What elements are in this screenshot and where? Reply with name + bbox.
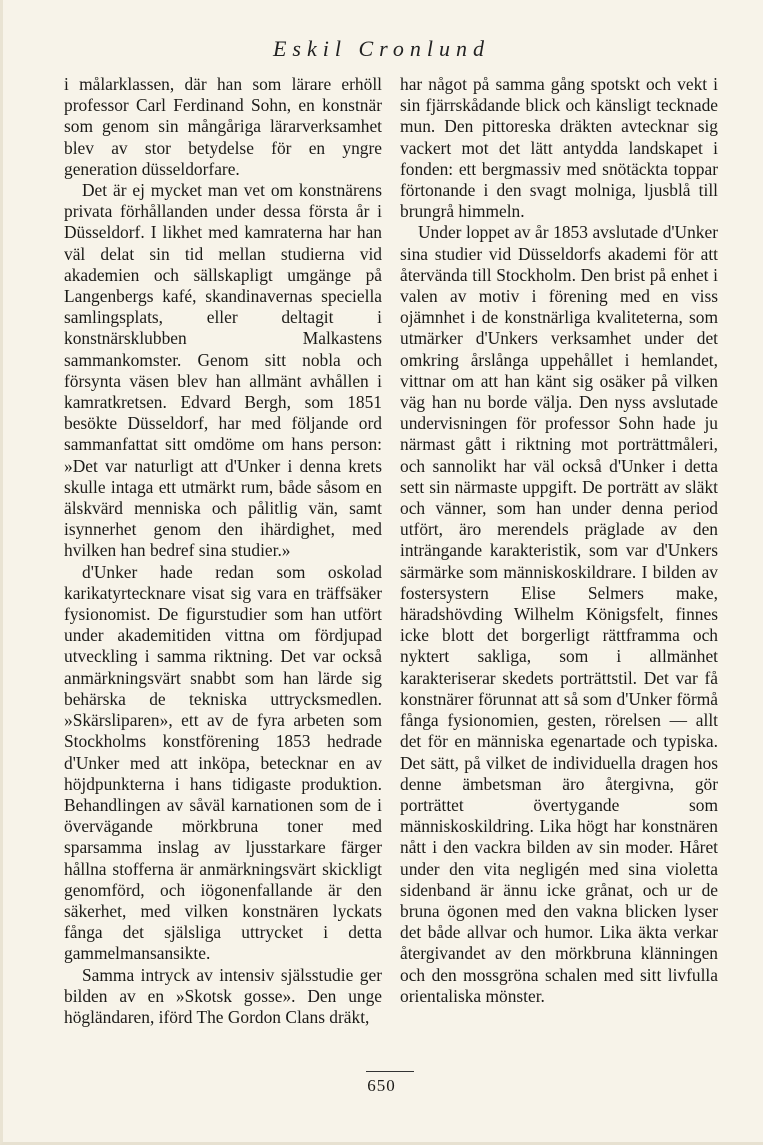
- paragraph: d'Unker hade redan som oskolad karikatyrtecknare visat sig vara en träffsäker fysionomist. De figurstudier som han utfört under akademitiden vittna om fördjupad utveckling i samma riktning. Det var också anmärkningsvärt snabbt som han lärde sig behärska de tekniska uttrycksmedlen. »Skärsliparen», ett av de fyra arbeten som Stockholms konstförening 1853 hedrade d'Unker med att inköpa, betecknar en av höjdpunkterna i hans tidigaste produktion. Behandlingen av såväl karnationen som de i övervägande mörkbruna toner med sparsamma inslag av ljusstarkare färger hållna stofferna är anmärkningsvärt skickligt genomförd, och iögonenfallande är den säkerhet, med vilken konstnären lyckats fånga det själsliga uttrycket i detta gammelmansansikte.: [64, 561, 382, 964]
- paragraph: Samma intryck av intensiv själsstudie ger bilden av en »Skotsk gosse». Den unge högländaren, iförd The Gordon Clans dräkt,: [64, 964, 382, 1027]
- right-text-column: [400, 74, 718, 1007]
- paragraph: har något på samma gång spotskt och vekt i sin fjärrskådande blick och känsligt tecknade mun. Den pittoreska dräkten avtecknar sig vackert mot det lätt antydda landskapet i fonden: ett bergmassiv med snötäckta toppar förtonande i den svagt molniga, ljusblå till brungrå himmeln.: [400, 74, 718, 222]
- page-number-rule: [366, 1071, 414, 1072]
- running-title: Eskil Cronlund: [272, 36, 491, 61]
- paragraph: Under loppet av år 1853 avslutade d'Unker sina studier vid Düsseldorfs akademi för att återvända till Stockholm. Den brist på enhet i valen av motiv i förening med en viss ojämnhet i de konstnärliga kvaliteterna, som utmärker d'Unkers verksamhet under det omkring årslånga uppehållet i hemlandet, vittnar om att han känt sig osäker på vilken väg han nu borde välja. Den nyss avslutade undervisningen för professor Sohn hade ju närmast gått i riktning mot porträttmåleri, och sannolikt har väl också d'Unker i detta sett sin närmaste uppgift. De porträtt av släkt och vänner, som han under denna period utfört, äro merendels präglade av den inträngande karakteristik, som var d'Unkers särmärke som människoskildrare. I bilden av fostersystern Elise Selmers make, häradshövding Wilhelm Königsfelt, finnes icke blott det borgerligt rättframma och nyktert sakliga, som i allmänhet karakteriserar skedets porträttstil. Det var få konstnärer förunnat att så som d'Unker förmå fånga fysionomien, gesten, rörelsen — allt det för en människa egenartade och typiska. Det sätt, på vilket de individuella dragen hos denne ämbetsman äro återgivna, gör porträttet övertygande som människoskildring. Lika högt har konstnären nått i den vackra bilden av sin moder. Håret under den vita negligén med sina violetta sidenband är ännu icke grånat, och ur de bruna ögonen med den vakna blicken lyser det både allvar och humor. Lika äkta verkar återgivandet av den mörkbruna klänningen och den mossgröna schalen med sitt livfulla orientaliska mönster.: [400, 222, 718, 1006]
- page-number: 650: [367, 1076, 396, 1095]
- paragraph: i målarklassen, där han som lärare erhöll professor Carl Ferdinand Sohn, en konstnär som genom sin mångåriga lärarverksamhet blev av stor betydelse för en yngre generation düsseldorfare.: [64, 74, 382, 179]
- left-text-column: [64, 74, 382, 1028]
- paragraph: Det är ej mycket man vet om konstnärens privata förhållanden under dessa första år i Düsseldorf. I likhet med kamraterna har han väl delat sin tid mellan studierna vid akademien och sällskapligt umgänge på Langenbergs kafé, skandinavernas speciella samlingsplats, eller deltagit i konstnärsklubben Malkastens sammankomster. Genom sitt nobla och försynta väsen blev han allmänt avhållen i kamratkretsen. Edvard Bergh, som 1851 besökte Düsseldorf, har med följande ord sammanfattat sitt omdöme om hans person: »Det var naturligt att d'Unker i denna krets skulle intaga ett utmärkt rum, både såsom en älskvärd menniska och pålitlig vän, samt isynnerhet genom den ihärdighet, med hvilken han bedref sina studier.»: [64, 180, 382, 561]
